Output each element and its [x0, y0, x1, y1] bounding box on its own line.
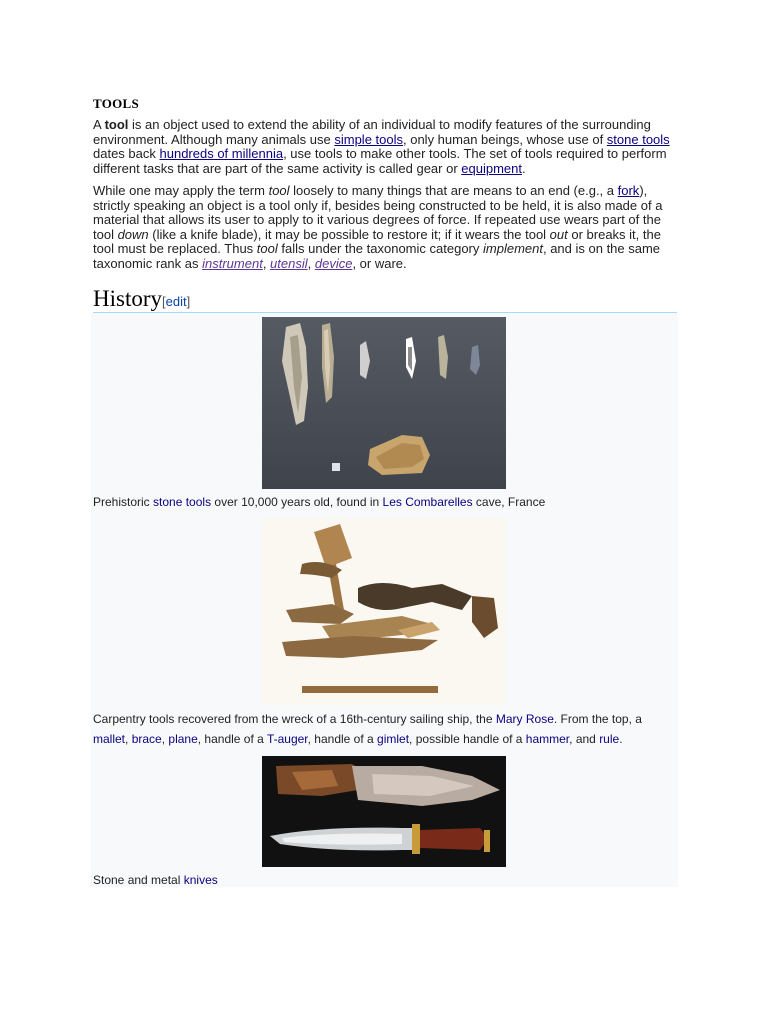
link-stone-tools-caption[interactable]: stone tools [153, 495, 212, 509]
text: , [307, 255, 315, 271]
term-tool: tool [104, 117, 129, 132]
link-mallet[interactable]: mallet [93, 732, 126, 746]
link-simple-tools[interactable]: simple tools [334, 131, 403, 147]
link-stone-tools[interactable]: stone tools [606, 131, 670, 147]
link-rule[interactable]: rule [599, 732, 620, 746]
link-gimlet[interactable]: gimlet [377, 732, 410, 746]
text: A [93, 117, 105, 132]
text: falls under the taxonomic category [277, 241, 483, 257]
text: Carpentry tools recovered from the wreck of a 16th-century sailing ship, the [93, 712, 496, 726]
term-down: down [117, 226, 149, 242]
text: ), strictly speaking an object is a tool only if, besides being constructed to be held, it is also made of a material that allows its user to apply to it various degrees of force. If repeated use wears part of the tool [93, 183, 663, 242]
knives-image[interactable] [262, 756, 506, 867]
text: , and is on the same taxonomic rank as [93, 241, 661, 271]
text: Stone and metal [93, 873, 184, 887]
text: . [522, 160, 526, 176]
text: over 10,000 years old, found in [211, 495, 383, 509]
definition-paragraph [93, 184, 679, 272]
page-title: TOOLS [93, 96, 140, 111]
bracket: [ [162, 294, 166, 309]
text: , and [569, 732, 600, 746]
text: , only human beings, whose use of [403, 131, 607, 147]
text: cave, France [472, 495, 546, 509]
link-fork[interactable]: fork [617, 183, 640, 198]
stone-tools-image[interactable] [262, 317, 506, 489]
text: While one may apply the term [93, 183, 269, 198]
link-hammer[interactable]: hammer [525, 732, 570, 746]
text: Prehistoric [93, 495, 154, 509]
link-equipment[interactable]: equipment [461, 160, 522, 176]
text: loosely to many things that are means to an end (e.g., a [289, 183, 618, 198]
link-utensil[interactable]: utensil [270, 255, 308, 271]
text: , or ware. [352, 255, 407, 271]
text: , possible handle of a [409, 732, 526, 746]
text: (like a knife blade), it may be possible to restore it; if it wears the tool [148, 226, 550, 242]
history-heading-text: History [93, 286, 162, 311]
caption-carpentry-tools [93, 709, 677, 749]
text: . [619, 732, 623, 746]
caption-knives [93, 870, 677, 890]
caption-stone-tools [93, 492, 677, 512]
carpentry-tools-image[interactable] [262, 518, 506, 705]
bracket: ] [186, 294, 191, 309]
term-tool-italic: tool [268, 183, 290, 198]
link-t-auger[interactable]: T-auger [266, 732, 308, 746]
link-les-combarelles[interactable]: Les Combarelles [382, 495, 473, 509]
intro-paragraph [93, 118, 679, 176]
edit-section [162, 294, 190, 309]
edit-link[interactable]: edit [165, 294, 187, 309]
text: , handle of a [197, 732, 267, 746]
link-mary-rose[interactable]: Mary Rose [495, 712, 554, 726]
text: . From the top, a [553, 712, 642, 726]
text: , handle of a [307, 732, 378, 746]
link-device[interactable]: device [314, 255, 353, 271]
link-hundreds-of-millennia[interactable]: hundreds of millennia [159, 146, 284, 162]
link-plane[interactable]: plane [168, 732, 198, 746]
history-heading [93, 285, 677, 313]
text: , [125, 732, 132, 746]
text: , [262, 255, 271, 271]
text: dates back [93, 146, 160, 162]
text: is an object used to extend the ability of an individual to modify features of the surrounding environment. Although many animals use [93, 117, 651, 147]
link-brace[interactable]: brace [131, 732, 162, 746]
link-knives[interactable]: knives [183, 873, 218, 887]
term-implement: implement [483, 241, 543, 257]
link-instrument[interactable]: instrument [202, 255, 263, 271]
term-out: out [549, 226, 568, 242]
text: , use tools to make other tools. The set of tools required to perform different tasks that are part of the same activity is called gear or [93, 146, 667, 176]
text: or breaks it, the tool must be replaced. Thus [93, 226, 661, 257]
term-tool-italic: tool [256, 241, 278, 257]
text: , [161, 732, 169, 746]
